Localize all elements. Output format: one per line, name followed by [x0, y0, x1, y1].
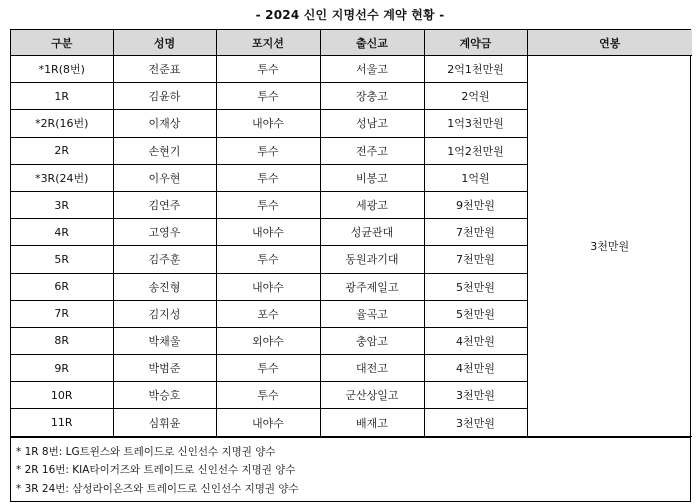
cell-position: 내야수	[216, 219, 320, 246]
cell-name: 이재상	[113, 110, 216, 137]
cell-round: 4R	[11, 219, 113, 246]
cell-position: 투수	[216, 246, 320, 273]
cell-bonus: 3천만원	[424, 409, 527, 436]
cell-school: 비봉고	[320, 164, 424, 191]
cell-position: 투수	[216, 56, 320, 83]
cell-round: 2R	[11, 137, 113, 164]
cell-round: 8R	[11, 327, 113, 354]
cell-position: 투수	[216, 355, 320, 382]
column-header-bonus: 계약금	[424, 30, 527, 56]
cell-round: *3R(24번)	[11, 164, 113, 191]
cell-name: 김주훈	[113, 246, 216, 273]
cell-school: 전주고	[320, 137, 424, 164]
cell-round: 10R	[11, 382, 113, 409]
cell-bonus: 1억2천만원	[424, 137, 527, 164]
cell-bonus: 4천만원	[424, 355, 527, 382]
cell-bonus: 3천만원	[424, 382, 527, 409]
cell-name: 송진형	[113, 273, 216, 300]
column-header-round: 구분	[11, 30, 113, 56]
cell-school: 충암고	[320, 327, 424, 354]
cell-name: 전준표	[113, 56, 216, 83]
column-header-name: 성명	[113, 30, 216, 56]
cell-position: 내야수	[216, 273, 320, 300]
cell-school: 서울고	[320, 56, 424, 83]
cell-position: 투수	[216, 137, 320, 164]
cell-round: 7R	[11, 300, 113, 327]
cell-round: *2R(16번)	[11, 110, 113, 137]
column-header-position: 포지션	[216, 30, 320, 56]
cell-round: 6R	[11, 273, 113, 300]
cell-name: 김지성	[113, 300, 216, 327]
table-body	[11, 56, 692, 437]
cell-bonus: 4천만원	[424, 327, 527, 354]
cell-bonus: 5천만원	[424, 300, 527, 327]
cell-name: 고영우	[113, 219, 216, 246]
cell-school: 성균관대	[320, 219, 424, 246]
cell-round: 3R	[11, 191, 113, 218]
cell-name: 박범준	[113, 355, 216, 382]
cell-school: 율곡고	[320, 300, 424, 327]
cell-position: 포수	[216, 300, 320, 327]
cell-name: 박승호	[113, 382, 216, 409]
cell-bonus: 1억3천만원	[424, 110, 527, 137]
cell-position: 투수	[216, 191, 320, 218]
cell-school: 세광고	[320, 191, 424, 218]
cell-name: 손현기	[113, 137, 216, 164]
column-header-salary: 연봉	[527, 30, 692, 56]
cell-school: 성남고	[320, 110, 424, 137]
cell-round: *1R(8번)	[11, 56, 113, 83]
cell-position: 내야수	[216, 409, 320, 436]
footnote: * 3R 24번: 삼성라이온즈와 트레이드로 신인선수 지명권 양수	[16, 482, 299, 495]
cell-school: 광주제일고	[320, 273, 424, 300]
table-row	[11, 56, 692, 83]
cell-bonus: 1억원	[424, 164, 527, 191]
cell-round: 5R	[11, 246, 113, 273]
cell-position: 투수	[216, 382, 320, 409]
footnotes	[11, 437, 690, 502]
cell-bonus: 2억1천만원	[424, 56, 527, 83]
contract-table-sheet	[10, 29, 691, 502]
cell-name: 이우현	[113, 164, 216, 191]
cell-bonus: 5천만원	[424, 273, 527, 300]
cell-salary: 3천만원	[527, 56, 692, 437]
cell-position: 투수	[216, 83, 320, 110]
cell-name: 박채울	[113, 327, 216, 354]
cell-name: 김연주	[113, 191, 216, 218]
cell-school: 장충고	[320, 83, 424, 110]
cell-round: 11R	[11, 409, 113, 436]
document-title: - 2024 신인 지명선수 계약 현황 -	[255, 8, 445, 22]
cell-bonus: 7천만원	[424, 219, 527, 246]
cell-school: 군산상일고	[320, 382, 424, 409]
cell-round: 1R	[11, 83, 113, 110]
cell-school: 대전고	[320, 355, 424, 382]
cell-bonus: 7천만원	[424, 246, 527, 273]
cell-name: 김윤하	[113, 83, 216, 110]
cell-school: 배재고	[320, 409, 424, 436]
cell-position: 외야수	[216, 327, 320, 354]
cell-name: 심휘윤	[113, 409, 216, 436]
cell-position: 내야수	[216, 110, 320, 137]
cell-round: 9R	[11, 355, 113, 382]
column-header-school: 출신교	[320, 30, 424, 56]
cell-bonus: 2억원	[424, 83, 527, 110]
cell-school: 동원과기대	[320, 246, 424, 273]
cell-bonus: 9천만원	[424, 191, 527, 218]
footnote: * 2R 16번: KIA타이거즈와 트레이드로 신인선수 지명권 양수	[16, 464, 296, 477]
header-row	[11, 30, 692, 56]
cell-position: 투수	[216, 164, 320, 191]
footnote: * 1R 8번: LG트윈스와 트레이드로 신인선수 지명권 양수	[16, 445, 276, 458]
contract-table	[11, 30, 692, 437]
